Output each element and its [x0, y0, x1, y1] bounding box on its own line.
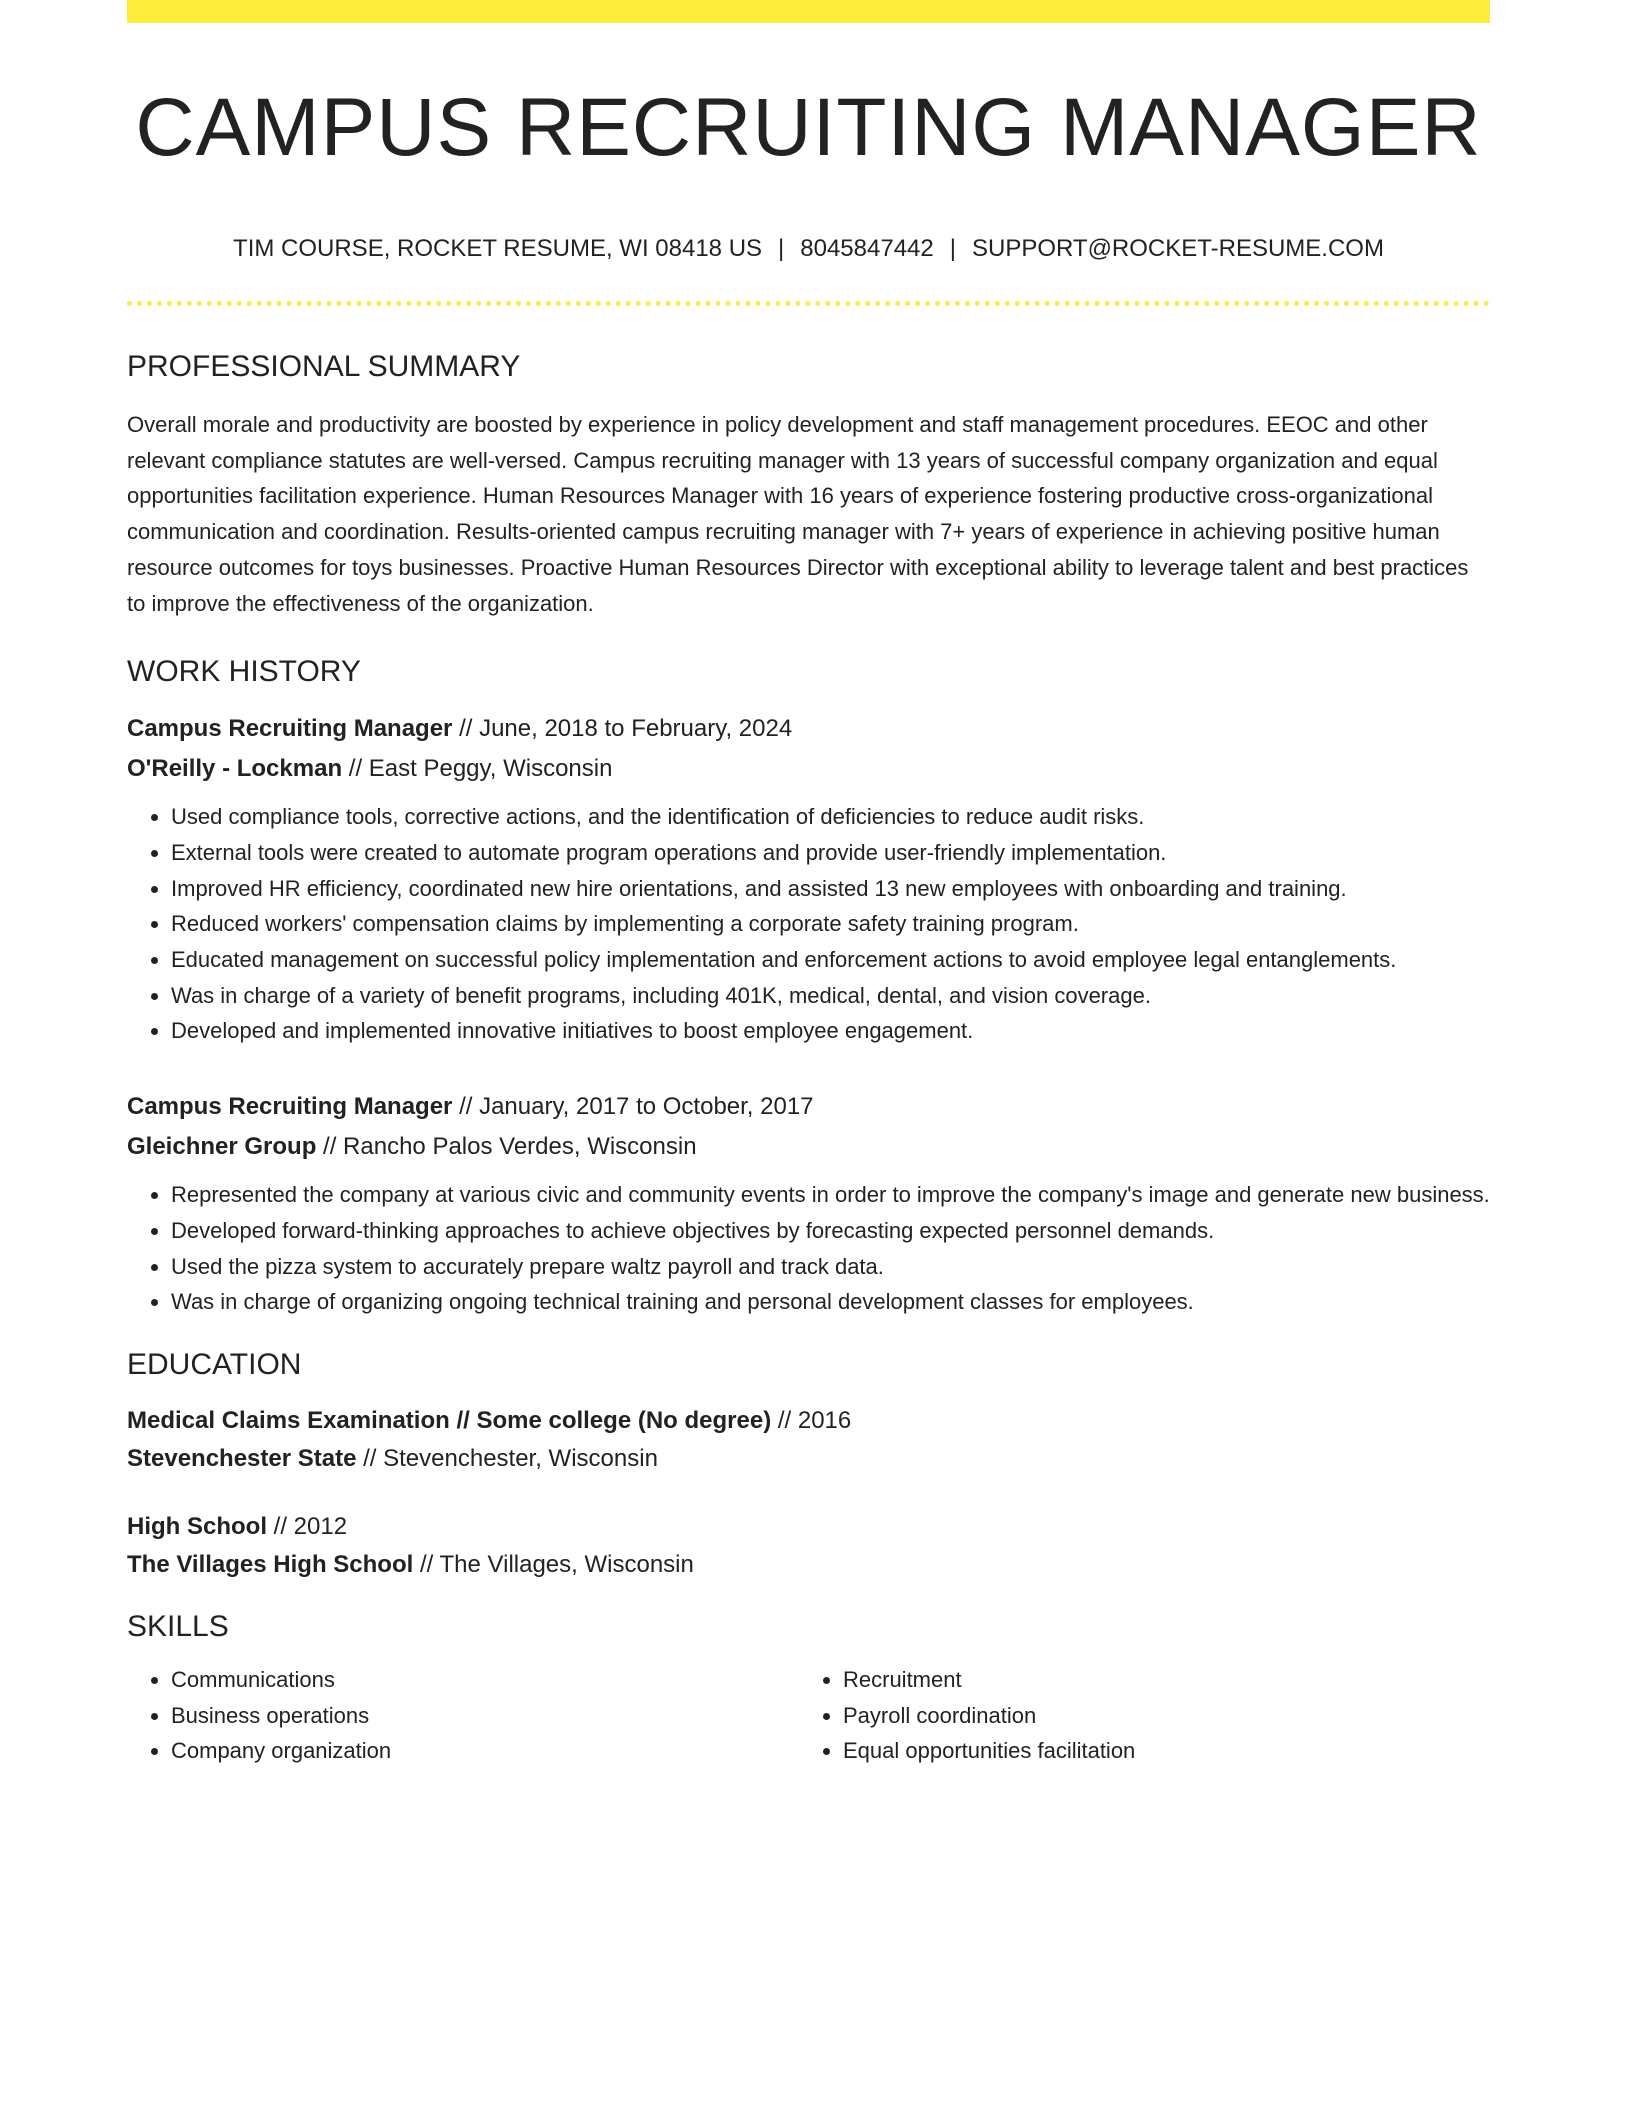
job-bullet: • Educated management on successful policy implementation and enforcement actions to avoid employee legal entanglements.: [171, 942, 1490, 978]
skill-item: • Communications: [171, 1662, 799, 1698]
job-bullet: • Represented the company at various civic and community events in order to improve the company's image and generate new business.: [171, 1177, 1490, 1213]
job-bullets: [127, 1177, 1490, 1320]
resume-page: [127, 0, 1490, 1769]
job-bullet: • Reduced workers' compensation claims by implementing a corporate safety training program.: [171, 906, 1490, 942]
job-title: Campus Recruiting Manager: [127, 1093, 453, 1121]
job-bullet: • Developed and implemented innovative initiatives to boost employee engagement.: [171, 1013, 1490, 1049]
contact-address: TIM COURSE, ROCKET RESUME, WI 08418 US: [233, 235, 763, 262]
job-entry: [127, 709, 1490, 1049]
contact-line: [127, 237, 1490, 261]
skills-column-right: [799, 1662, 1471, 1769]
education-location: // The Villages, Wisconsin: [413, 1550, 694, 1578]
skill-item: • Equal opportunities facilitation: [843, 1733, 1471, 1769]
education-year: // 2012: [267, 1512, 348, 1540]
skill-item: • Recruitment: [843, 1662, 1471, 1698]
education-degree-line: [127, 1402, 1490, 1440]
job-location: // East Peggy, Wisconsin: [342, 755, 613, 783]
skill-item: • Company organization: [171, 1733, 799, 1769]
education-degree-line: [127, 1508, 1490, 1546]
job-bullet: • Used the pizza system to accurately prepare waltz payroll and track data.: [171, 1249, 1490, 1285]
accent-top-bar: [127, 0, 1490, 23]
education-school: The Villages High School: [127, 1550, 414, 1578]
job-dates: // January, 2017 to October, 2017: [452, 1093, 814, 1121]
skill-item: • Payroll coordination: [843, 1698, 1471, 1734]
education-degree: Medical Claims Examination // Some college (No degree): [127, 1406, 772, 1434]
job-dates: // June, 2018 to February, 2024: [452, 715, 793, 743]
contact-separator: |: [949, 235, 956, 262]
job-title-line: [127, 709, 1490, 749]
contact-phone: 8045847442: [800, 235, 934, 262]
job-bullet: • Used compliance tools, corrective actions, and the identification of deficiencies to reduce audit risks.: [171, 799, 1490, 835]
education-year: // 2016: [771, 1406, 852, 1434]
education-location: // Stevenchester, Wisconsin: [356, 1444, 658, 1472]
skills-grid: [127, 1662, 1490, 1769]
job-location: // Rancho Palos Verdes, Wisconsin: [316, 1133, 697, 1161]
section-heading-education: EDUCATION: [127, 1347, 302, 1381]
job-bullet: • Developed forward-thinking approaches to achieve objectives by forecasting expected personnel demands.: [171, 1213, 1490, 1249]
job-bullet: • Was in charge of a variety of benefit programs, including 401K, medical, dental, and vision coverage.: [171, 978, 1490, 1014]
contact-separator: |: [778, 235, 785, 262]
dotted-divider: [127, 301, 1490, 306]
contact-email: SUPPORT@ROCKET-RESUME.COM: [971, 235, 1384, 262]
skills-column-left: [127, 1662, 799, 1769]
job-bullets: [127, 799, 1490, 1049]
education-degree: High School: [127, 1512, 267, 1540]
section-heading-work-history: WORK HISTORY: [127, 655, 361, 689]
job-entry: [127, 1087, 1490, 1320]
section-heading-summary: PROFESSIONAL SUMMARY: [127, 350, 521, 383]
job-bullet: • External tools were created to automate program operations and provide user-friendly implementation.: [171, 835, 1490, 871]
resume-title: CAMPUS RECRUITING MANAGER: [135, 82, 1482, 173]
summary-text: Overall morale and productivity are boosted by experience in policy development and staff management procedures. EEOC and other relevant compliance statutes are well-versed. Campus recruiting manager with 13 years of successful company organization and equal opportunities facilitation experience. Human Resources Manager with 16 years of experience fostering productive cross-organizational communication and coordination. Results-oriented campus recruiting manager with 7+ years of experience in achieving positive human resource outcomes for toys businesses. Proactive Human Resources Director with exceptional ability to leverage talent and best practices to improve the effectiveness of the organization.: [127, 412, 1469, 616]
section-heading-skills: SKILLS: [127, 1609, 229, 1643]
education-school: Stevenchester State: [127, 1444, 357, 1472]
job-bullet: • Was in charge of organizing ongoing technical training and personal development classes for employees.: [171, 1284, 1490, 1320]
job-title: Campus Recruiting Manager: [127, 715, 453, 743]
job-title-line: [127, 1087, 1490, 1127]
job-company: O'Reilly - Lockman: [127, 755, 343, 783]
education-entry: [127, 1402, 1490, 1478]
education-school-line: [127, 1440, 1490, 1478]
job-company-line: [127, 749, 1490, 789]
job-company: Gleichner Group: [127, 1133, 317, 1161]
job-bullet: • Improved HR efficiency, coordinated new hire orientations, and assisted 13 new employees with onboarding and training.: [171, 871, 1490, 907]
education-school-line: [127, 1546, 1490, 1584]
skill-item: • Business operations: [171, 1698, 799, 1734]
education-entry: [127, 1508, 1490, 1584]
job-company-line: [127, 1127, 1490, 1167]
